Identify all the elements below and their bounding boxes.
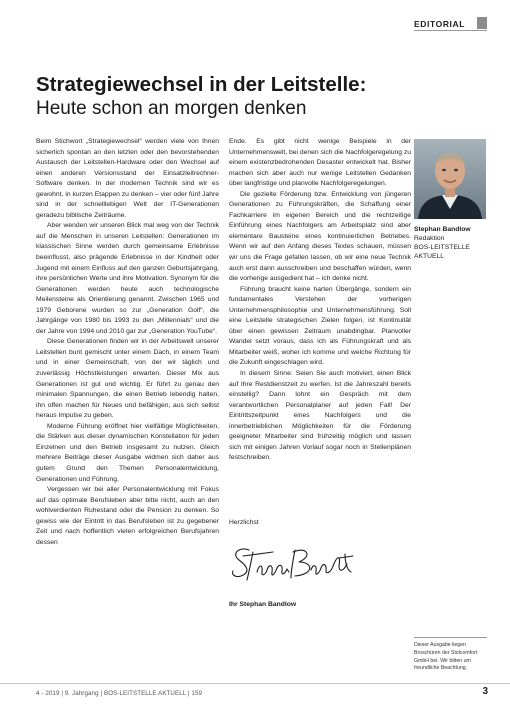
side-note: Dieser Ausgabe liegen Broschüren der Stolcomfort GmbH bei. Wir bitten um freundliche Beachtung. <box>414 642 478 672</box>
paragraph: Aber wenden wir unseren Blick mal weg von der Technik auf die Menschen in unseren Leitstellen: Generationen im klassischen Sinne werden durch gemeinsame Erlebnisse beeinflusst, also prägende Erlebnisse in der Kindheit oder Jugend mit einem Einfluss auf den ganzen Geburtsjahrgang, ihre persönlichen Werte und ihre Motivation. Synonym für die Generationen werden heute auch technologische Meilensteine als Orientierung genannt. Zwischen 1965 und 1979 Geborene wurden so zur „Generation Golf“, die Jahrgänge von 1980 bis 1993 zu den „Millennials“ und die der Jahre von 1994 und 2010 gar zur „Generation YouTube“. <box>36 222 219 335</box>
article-subtitle: Heute schon an morgen denken <box>36 98 307 119</box>
text-column-left <box>36 137 219 548</box>
section-label: EDITORIAL <box>414 19 466 29</box>
text-column-middle <box>229 137 411 464</box>
paragraph: Ende. Es gibt nicht wenige Beispiele in der Unternehmenswelt, bei denen sich die Nachfolgeregelung zu einem existenzbedrohenden Desaster entwickelt hat. Bisher machen sich aber auch nur wenige Leitstellen Gedanken über langfristige und planvolle Nachfolgeregelungen. <box>229 138 411 188</box>
article-title: Strategiewechsel in der Leitstelle: <box>36 73 367 96</box>
author-role: BOS-LEITSTELLE <box>414 244 470 251</box>
author-role: Redaktion <box>414 235 445 242</box>
footer-info: 4 - 2019 | 9. Jahrgang | BOS-LEITSTELLE AKTUELL | 159 <box>36 690 203 697</box>
handwritten-signature <box>229 542 359 584</box>
greeting: Herzlichst <box>229 519 259 526</box>
signoff: Ihr Stephan Bandlow <box>229 601 297 608</box>
paragraph: Beim Stichwort „Strategiewechsel“ werden viele von Ihnen sicherlich spontan an den letzten oder den bevorstehenden Austausch der Leitstellen-Hardware oder den Wechsel auf einen anderen Versionsstand der Einsatzleitrechner-Software denken. In der modernen Technik sind wir es gewohnt, in kurzen Etappen zu denken – vier oder fünf Jahre sind in der schnelllebigen Welt der IT-Generationen geradezu biblische Zeiträume. <box>36 138 219 219</box>
side-note-divider <box>414 637 487 638</box>
paragraph: Diese Generationen finden wir in der Arbeitswelt unserer Leitstellen bunt gemischt unter einem Dach, in einem Team und in einer Gemeinschaft, von der wir täglich und zuverlässig Höchstleistungen erwarten. Dieser Mix aus Generationen ist gut und wichtig. Er führt zu genau den minimalen Spannungen, die einen Betrieb lebendig halten, ihn offen machen für Neues und befähigen, aus sich selbst heraus Impulse zu geben. <box>36 338 219 420</box>
paragraph: Moderne Führung eröffnet hier vielfältige Möglichkeiten, die Stärken aus dieser dynamischen Konstellation für jeden Einzelnen und den Betrieb insgesamt zu nutzen. Gleich mehrere Beiträge dieser Ausgabe widmen sich daher aus gutem Grund den Themen Personalentwicklung, Generationen und Führung. <box>36 422 219 483</box>
paragraph: Vergessen wir bei aller Personalentwicklung mit Fokus auf das optimale Berufsleben aber bitte nicht, auch an den wohlverdienten Ruhestand oder die Pension zu denken. So gewiss wie der Eintritt in das Berufsleben ist zu gegebener Zeit und nach hoffentlich vielen erfolgreichen Berufsjahren dessen <box>36 486 219 546</box>
author-role: AKTUELL <box>414 253 445 260</box>
author-name: Stephan Bandlow <box>414 226 471 233</box>
paragraph: In diesem Sinne: Seien Sie auch motiviert, einen Blick auf Ihre Restdienstzeit zu werfen. Ist die Jahreszahl bereits einstellig? Dann lohnt ein Gespräch mit dem verantwortlichen Personalplaner auf jeden Fall! Der Eintrittszeitpunkt eines Nachfolgers und die innerbetrieblichen Möglichkeiten für die Förderung geeigneter Mitarbeiter sind frühzeitig möglich und lassen sich mit einigen Jahren Vorlauf sogar noch in Stellenplänen festschreiben. <box>229 370 411 462</box>
author-photo <box>414 139 486 219</box>
paragraph: Die gezielte Förderung bzw. Entwicklung von jüngeren Generationen zu Führungskräften, die Schaffung einer Fachkarriere im eigenen Bereich und die rechtzeitige Einführung eines Nachfolgers am Arbeitsplatz sind aber elementare Bausteine eines kontinuierlichen Betriebes. Wenn wir auf den Anfang dieses Textes schauen, müssen wir uns die Frage gefallen lassen, ob wir eine neue Technik auch erst dann ausschreiben und beschaffen würden, wenn die vorherige ausgedient hat – ich denke nicht. <box>229 190 411 283</box>
footer-divider <box>0 683 510 684</box>
section-marker <box>477 17 487 29</box>
section-divider <box>414 30 487 31</box>
page-number: 3 <box>482 686 488 697</box>
paragraph: Führung braucht keine harten Übergänge, sondern ein fundamentales Verstehen der vorherigen Unternehmensphilosophie und Unternehmensführung. Soll eine Leitstelle strategischen Zielen folgen, ist Kontinuität über einen gewissen Zeitraum unabdingbar. Planvoller Wandel setzt voraus, dass ich als Führungskraft und als Mitarbeiter weiß, woher ich komme und welche Richtung für die Zukunft eingeschlagen wird. <box>229 285 411 367</box>
